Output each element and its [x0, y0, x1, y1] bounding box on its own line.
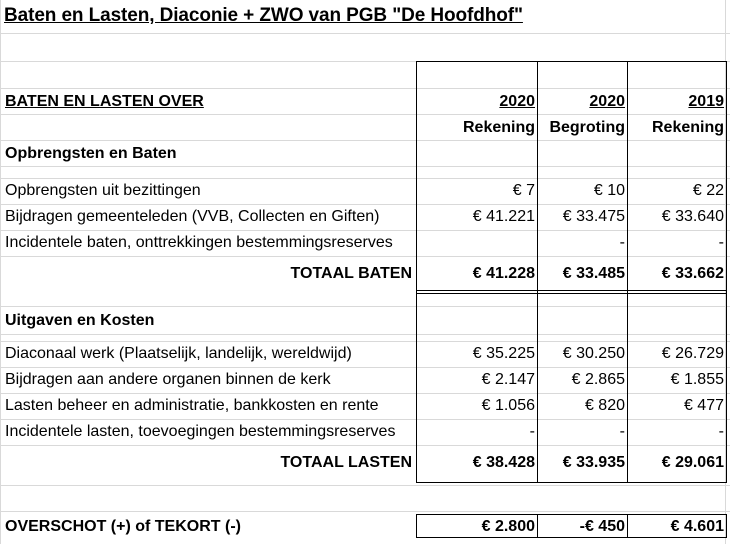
- result-border: [416, 514, 417, 538]
- row-label: Incidentele lasten, toevoegingen bestemmingsreserves: [5, 423, 396, 440]
- grid-line: [0, 511, 730, 512]
- result-border: [416, 537, 727, 538]
- total-value: € 41.228: [472, 265, 535, 282]
- cell-value: € 41.221: [472, 208, 535, 225]
- total-border: [416, 293, 727, 294]
- cell-value: € 26.729: [661, 345, 724, 362]
- row-label: Bijdragen aan andere organen binnen de kerk: [5, 371, 331, 388]
- row-label: Diaconaal werk (Plaatselijk, landelijk, wereldwijd): [5, 345, 352, 362]
- result-value: € 2.800: [481, 518, 535, 535]
- result-border: [627, 514, 628, 538]
- cell-value: € 477: [683, 397, 724, 414]
- section-title: Opbrengsten en Baten: [5, 145, 177, 162]
- grid-line: [0, 256, 730, 257]
- total-border: [416, 482, 727, 483]
- cell-value: -: [619, 423, 625, 440]
- cell-value: € 1.855: [670, 371, 724, 388]
- grid-line: [0, 341, 730, 342]
- column-header-label: BATEN EN LASTEN OVER: [5, 93, 204, 110]
- total-value: € 33.935: [562, 454, 625, 471]
- cell-value: € 1.056: [481, 397, 535, 414]
- cell-value: -: [619, 234, 625, 251]
- total-label: TOTAAL BATEN: [290, 265, 412, 282]
- grid-line: [0, 166, 730, 167]
- total-value: € 33.485: [562, 265, 625, 282]
- result-border: [537, 514, 538, 538]
- cell-value: -: [718, 234, 724, 251]
- row-label: Lasten beheer en administratie, bankkosten en rente: [5, 397, 379, 414]
- grid-line: [0, 33, 730, 34]
- cell-value: -: [529, 423, 535, 440]
- grid-line: [0, 178, 730, 179]
- type-header: Rekening: [462, 119, 535, 136]
- row-label: Incidentele baten, onttrekkingen bestemmingsreserves: [5, 234, 393, 251]
- grid-line: [0, 419, 730, 420]
- grid-line: [0, 140, 730, 141]
- column-border: [627, 61, 628, 483]
- result-border: [416, 514, 727, 515]
- result-border: [726, 514, 727, 538]
- grid-line: [0, 367, 730, 368]
- column-border: [726, 61, 727, 483]
- total-value: € 38.428: [472, 454, 535, 471]
- grid-line: [0, 114, 730, 115]
- cell-value: € 2.147: [481, 371, 535, 388]
- cell-value: € 2.865: [571, 371, 625, 388]
- table-top-border: [416, 61, 727, 62]
- cell-value: € 22: [692, 182, 724, 199]
- section-title: Uitgaven en Kosten: [5, 312, 155, 329]
- total-border: [416, 290, 727, 291]
- row-label: Opbrengsten uit bezittingen: [5, 182, 201, 199]
- result-label: OVERSCHOT (+) of TEKORT (-): [5, 518, 241, 535]
- grid-line: [0, 445, 730, 446]
- row-label: Bijdragen gemeenteleden (VVB, Collecten en Giften): [5, 208, 380, 225]
- type-header: Begroting: [549, 119, 625, 136]
- cell-value: € 30.250: [562, 345, 625, 362]
- total-value: € 33.662: [661, 265, 724, 282]
- type-header: Rekening: [651, 119, 724, 136]
- grid-line: [0, 334, 730, 335]
- cell-value: -: [718, 423, 724, 440]
- grid-line: [0, 393, 730, 394]
- grid-line: [0, 485, 730, 486]
- year-header: 2019: [688, 93, 724, 110]
- grid-line: [0, 88, 730, 89]
- cell-value: € 35.225: [472, 345, 535, 362]
- total-value: € 29.061: [661, 454, 724, 471]
- column-border: [537, 61, 538, 483]
- grid-line: [0, 230, 730, 231]
- year-header: 2020: [499, 93, 535, 110]
- grid-line: [0, 204, 730, 205]
- result-value: -€ 450: [579, 518, 625, 535]
- cell-value: € 33.640: [661, 208, 724, 225]
- total-label: TOTAAL LASTEN: [280, 454, 412, 471]
- page-title: Baten en Lasten, Diaconie + ZWO van PGB "De Hoofdhof": [4, 5, 523, 26]
- cell-value: € 7: [512, 182, 535, 199]
- cell-value: € 10: [593, 182, 625, 199]
- grid-line: [0, 306, 730, 307]
- grid-line: [0, 0, 1, 544]
- cell-value: € 820: [584, 397, 625, 414]
- column-border: [416, 61, 417, 483]
- year-header: 2020: [589, 93, 625, 110]
- cell-value: € 33.475: [562, 208, 625, 225]
- result-value: € 4.601: [670, 518, 724, 535]
